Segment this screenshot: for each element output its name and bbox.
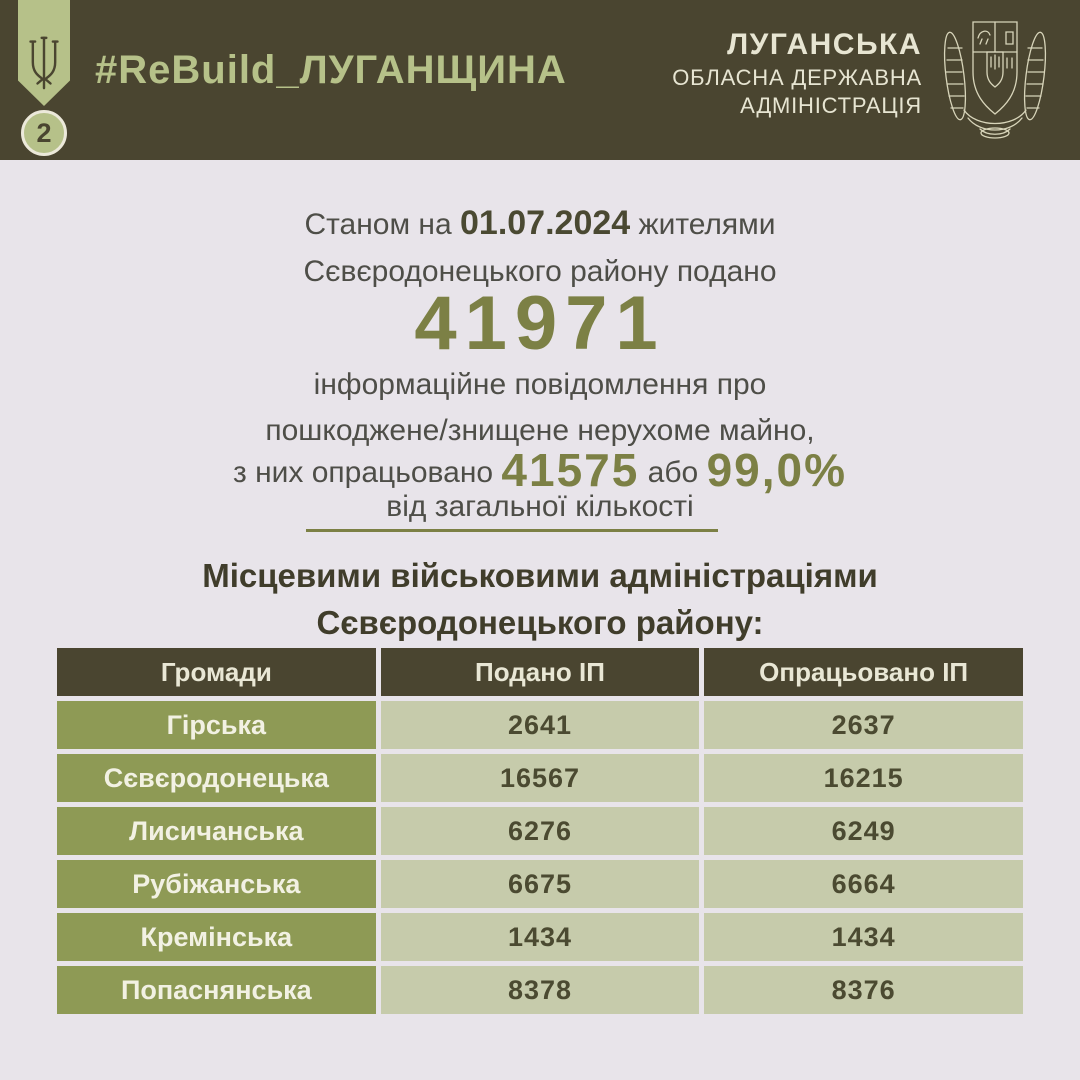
desc-line1: інформаційне повідомлення про: [313, 368, 767, 401]
processed-percent: 99,0%: [706, 444, 847, 496]
table-row-submitted: 16567: [381, 754, 700, 802]
section-divider: [306, 529, 718, 532]
intro-line2: Сєвєродонецького району подано: [303, 255, 777, 288]
desc-line2: пошкоджене/знищене нерухоме майно,: [265, 414, 815, 447]
table-title-line2: Сєвєродонецького району:: [316, 604, 764, 641]
trident-icon: [25, 36, 63, 90]
of-total-text: від загальної кількості: [386, 490, 694, 523]
table-row-name: Рубіжанська: [57, 860, 376, 908]
coat-of-arms-icon: [934, 14, 1056, 144]
table-row-name: Кремінська: [57, 913, 376, 961]
table-row-submitted: 8378: [381, 966, 700, 1014]
processed-conj: або: [639, 456, 707, 489]
table-title-line1: Місцевими військовими адміністраціями: [202, 557, 878, 594]
table-section-title: [0, 552, 1080, 646]
table-row-submitted: 2641: [381, 701, 700, 749]
hromada-table: [57, 648, 1023, 1014]
processed-prefix: з них опрацьовано: [232, 456, 502, 489]
org-name-line2: ОБЛАСНА ДЕРЖАВНА: [672, 65, 922, 90]
column-header-submitted: Подано ІП: [381, 648, 700, 696]
table-row-name: Сєвєродонецька: [57, 754, 376, 802]
org-name-block: [672, 30, 922, 117]
org-name-line3: АДМІНІСТРАЦІЯ: [740, 93, 922, 118]
table-row-processed: 16215: [704, 754, 1023, 802]
table-row-name: Гірська: [57, 701, 376, 749]
table-row-name: Попаснянська: [57, 966, 376, 1014]
page-number-badge: [21, 110, 67, 156]
org-name-line1: ЛУГАНСЬКА: [727, 28, 922, 61]
table-row-processed: 1434: [704, 913, 1023, 961]
table-row-submitted: 6675: [381, 860, 700, 908]
table-row-processed: 6249: [704, 807, 1023, 855]
column-header-processed: Опрацьовано ІП: [704, 648, 1023, 696]
processed-number: 41575: [501, 444, 640, 496]
table-row-processed: 6664: [704, 860, 1023, 908]
table-row-submitted: 1434: [381, 913, 700, 961]
column-header-hromady: Громади: [57, 648, 376, 696]
intro-suffix: жителями: [630, 208, 776, 241]
processed-line: [0, 443, 1080, 497]
report-date: 01.07.2024: [460, 204, 631, 242]
header-bar: [0, 0, 1080, 160]
total-submitted-number: 41971: [414, 281, 666, 366]
description-text: [0, 362, 1080, 454]
table-row-processed: 8376: [704, 966, 1023, 1014]
page-number: 2: [36, 117, 52, 148]
table-row-submitted: 6276: [381, 807, 700, 855]
trident-pennant: [18, 0, 70, 106]
intro-prefix: Станом на: [304, 208, 460, 241]
table-row-processed: 2637: [704, 701, 1023, 749]
hashtag-title: #ReBuild_ЛУГАНЩИНА: [95, 48, 567, 92]
table-row-name: Лисичанська: [57, 807, 376, 855]
